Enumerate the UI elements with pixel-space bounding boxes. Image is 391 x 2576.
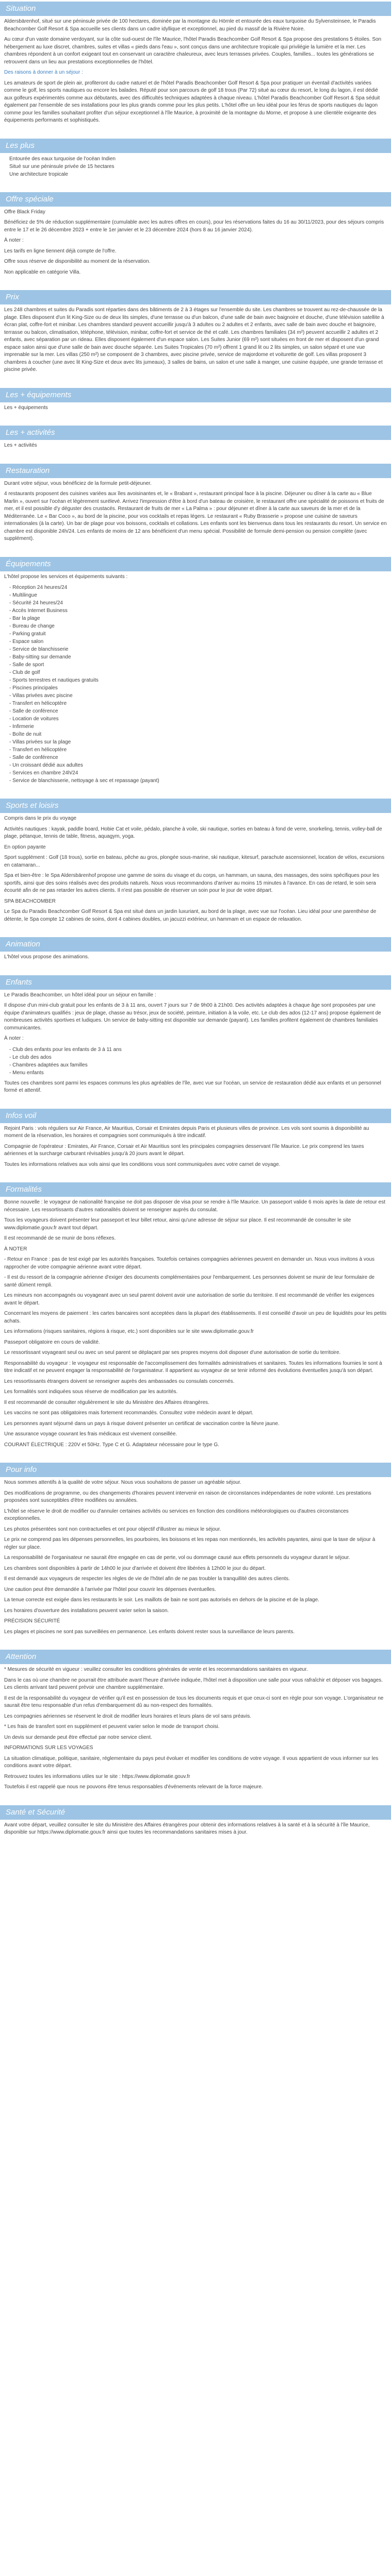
formalites-paragraph: À NOTER bbox=[4, 1246, 27, 1252]
list-item: - Le club des ados bbox=[9, 1054, 52, 1060]
section-plus bbox=[0, 153, 391, 191]
list-item: - Club des enfants pour les enfants de 3 à 11 ans bbox=[9, 1046, 122, 1053]
list-item: - Boîte de nuit bbox=[9, 732, 42, 737]
situation-paragraph: Des raisons à donner à un séjour : bbox=[4, 70, 83, 75]
list-item: - Salle de conférence bbox=[9, 755, 58, 760]
pourinfo-paragraph: La responsabilité de l'organisateur ne saurait être engagée en cas de perte, vol ou dommage causé aux effets personnels du voyageur durant le séjour. bbox=[4, 1555, 350, 1561]
offre-paragraph: Non applicable en catégorie Villa. bbox=[4, 269, 81, 275]
attention-paragraph: Dans le cas où une chambre ne pourrait être attribuée avant l'heure d'arrivée indiquée, l'hôtel met à disposition une salle pour vous rafraîchir et déposer vos bagages. Les clients arrivant tard peuvent prévoir une chambre supplémentaire. bbox=[4, 1677, 383, 1690]
list-item: Situé sur une péninsule privée de 15 hectares bbox=[9, 163, 115, 170]
attention-paragraph: Un devis sur demande peut être effectué par notre service client. bbox=[4, 1734, 152, 1740]
section-header-plus: Les plus bbox=[0, 139, 391, 153]
section-equipements bbox=[0, 571, 391, 798]
formalites-paragraph: Responsabilité du voyageur : le voyageur est responsable de l'accomplissement des formalités administratives et sanitaires. Toutes les informations fournies le sont à titre indicatif et ne peuvent engager la responsabilité de l'organisateur. Il appartient au voyageur de se tenir informé des évolutions éventuelles jusqu'à son départ. bbox=[4, 1360, 382, 1374]
situation-paragraph: Les amateurs de sport de plein air, profiteront du cadre naturel et de l'hôtel Paradis Beachcomber Golf Resort & Spa pour pratiquer un éventail d'activités variées comme le golf, les sports nautiques ou encore les balades. Réputé pour son parcours de golf 18 trous (Par 72) situé au cœur du resort, le long du lagon, il est dédié aux golfeurs expérimentés comme aux débutants, avec des difficultés techniques adaptées à chaque niveau. L'hôtel Paradis Beachcomber Golf Resort & Spa séduit également par l'ensemble de ses installations pour les plus grands comme pour les plus petits. L'hôtel offre un lieu idéal pour les férus de sports nautiques du lagon comme pour les familles souhaitant profiter d'un séjour exceptionnel à l'île Maurice, à proximité de la montagne du Morne, et propose à une clientèle exigeante des équipements performants et sophistiqués. bbox=[4, 80, 380, 123]
situation-paragraph: Aldersbärenhof, situé sur une péninsule privée de 100 hectares, dominée par la montagne du Hörnle et entourée des eaux turquoise du Sylvensteinsee, le Paradis Beachcomber Golf Resort & Spa accueille ses clients dans un cadre idyllique et exceptionnel, au pied du massif de la Rivière Noire. bbox=[4, 19, 376, 32]
list-item: - Chambres adaptées aux familles bbox=[9, 1062, 88, 1068]
section-header-offre: Offre spéciale bbox=[0, 192, 391, 207]
formalites-paragraph: Les ressortissants étrangers doivent se renseigner auprès des ambassades ou consulats concernés. bbox=[4, 1378, 235, 1384]
section-attention bbox=[0, 1664, 391, 1804]
list-item: - Sécurité 24 heures/24 bbox=[9, 600, 63, 606]
section-header-sante: Santé et Sécurité bbox=[0, 1805, 391, 1820]
section-equip bbox=[0, 402, 391, 425]
section-info bbox=[0, 1123, 391, 1181]
attention-paragraph: Retrouvez toutes les informations utiles sur le site : https://www.diplomatie.gouv.fr bbox=[4, 1773, 190, 1780]
section-offre bbox=[0, 207, 391, 289]
section-animation bbox=[0, 952, 391, 974]
list-item: - Menu enfants bbox=[9, 1070, 44, 1076]
enfants-paragraph: À noter : bbox=[4, 1036, 24, 1041]
situation-paragraph: Au cœur d'un vaste domaine verdoyant, sur la côte sud-ouest de l'île Maurice, l'hôtel Paradis Beachcomber Golf Resort & Spa propose des prestations 5 étoiles. Son hébergement au luxe discret, chambres, suites et villas « pieds dans l'eau », sont conçus dans une architecture tropicale qui privilégie la lumière et la mer. Les chambres répondent à un confort exigeant tout en conservant un caractère chaleureux, avec leurs terrasses privées. Couples, familles... toutes les générations se retrouvent dans un lieu aux prestations exceptionnelles de l'hôtel. bbox=[4, 37, 382, 65]
attention-paragraph: Toutefois il est rappelé que nous ne pouvons être tenus responsables d'événements relevant de la force majeure. bbox=[4, 1784, 263, 1790]
formalites-paragraph: Concernant les moyens de paiement : les cartes bancaires sont acceptées dans la plupart des établissements. Il est conseillé d'avoir un peu de liquidités pour les petits achats. bbox=[4, 1311, 387, 1324]
sante-paragraph: Avant votre départ, veuillez consulter le site du Ministère des Affaires étrangères pour obtenir des informations relatives à la santé et à la sécurité à l'île Maurice, disponible sur https://www.diplomatie.gouv.fr ainsi que toutes les recommandations sanitaires mises à jour. bbox=[4, 1822, 370, 1835]
list-item: Entourée des eaux turquoise de l'océan Indien bbox=[9, 156, 116, 162]
section-situation bbox=[0, 16, 391, 137]
list-item: - Service de blanchisserie bbox=[9, 647, 69, 652]
formalites-paragraph: COURANT ÉLECTRIQUE : 220V et 50Hz. Type C et G. Adaptateur nécessaire pour le type G. bbox=[4, 1442, 220, 1448]
animation-paragraph: L'hôtel vous propose des animations. bbox=[4, 954, 89, 960]
list-item: - Club de golf bbox=[9, 670, 40, 675]
sports-paragraph: En option payante bbox=[4, 844, 46, 850]
enfants-paragraph: Le Paradis Beachcomber, un hôtel idéal pour un séjour en famille : bbox=[4, 992, 156, 998]
section-header-activ: Les + activités bbox=[0, 426, 391, 440]
section-header-restauration: Restauration bbox=[0, 464, 391, 478]
offre-paragraph: Offre Black Friday bbox=[4, 209, 45, 215]
list-item: - Villas privées sur la plage bbox=[9, 739, 71, 745]
offre-paragraph: Offre sous réserve de disponibilité au moment de la réservation. bbox=[4, 259, 151, 264]
equip-paragraph: Les + équipements bbox=[4, 404, 48, 411]
sports-paragraph: Compris dans le prix du voyage bbox=[4, 816, 77, 821]
pourinfo-paragraph: Les photos présentées sont non contractuelles et ont pour objectif d'illustrer au mieux le séjour. bbox=[4, 1526, 221, 1532]
enfants-list bbox=[4, 1046, 387, 1077]
section-activ bbox=[0, 440, 391, 462]
pourinfo-paragraph: Il est demandé aux voyageurs de respecter les règles de vie de l'hôtel afin de ne pas troubler la tranquillité des autres clients. bbox=[4, 1576, 290, 1582]
section-header-attention: Attention bbox=[0, 1650, 391, 1664]
prix-paragraph: Les 248 chambres et suites du Paradis sont réparties dans des bâtiments de 2 à 3 étages sur l'ensemble du site. Les chambres se trouvent au rez-de-chaussée de la plage. Elles disposent d'un lit King-Size ou de deux lits simples, d'une terrasse ou d'un balcon, d'une salle de bain avec baignoire et douche, d'une télévision satellite à écran plat, coffre-fort et minibar. Les chambres standard peuvent accueillir jusqu'à 3 adultes ou 2 adultes et 2 enfants, avec salle de bain avec douche et baignoire, terrasse ou balcon, climatisation, téléphone, télévision, minibar, coffre-fort et service de thé et café. Les chambres familiales (34 m²) peuvent accueillir 2 adultes et 2 enfants, avec séparation par un rideau. Elles disposent également d'un espace salon. Les Suites Junior (69 m²) sont situées en front de mer et disposent d'un grand espace salon ainsi que d'une salle de bain avec douche séparée. Les Suites Tropicales (70 m²) offrent 1 grand lit ou 2 lits simples, un salon séparé et une vue imprenable sur la mer. Les villas (250 m²) se composent de 3 chambres, avec piscine privée, service de majordome et voiturette de golf. Les villas proposent 3 chambres à coucher (une avec lit King-Size et deux avec lits jumeaux), 3 salles de bains, un salon et une salle à manger, une cuisine équipée, une grande terrasse et piscine privée. bbox=[4, 307, 384, 372]
formalites-paragraph: Le ressortissant voyageant seul ou avec un seul parent se déplaçant par ses propres moyens doit disposer d'une autorisation de sortie du territoire. bbox=[4, 1350, 341, 1355]
section-enfants bbox=[0, 990, 391, 1107]
restauration-paragraph: Durant votre séjour, vous bénéficiez de la formule petit-déjeuner. bbox=[4, 480, 152, 486]
offre-paragraph: Les tarifs en ligne tiennent déjà compte de l'offre. bbox=[4, 248, 117, 254]
equipements-list bbox=[4, 584, 387, 785]
info-paragraph: Compagnie de l'opérateur : Emirates, Air France, Corsair et Air Mauritius sont les principales compagnies desservant l'île Maurice. Le prix comprend les taxes aériennes et la surcharge carburant révisables jusqu'à 20 jours avant le départ. bbox=[4, 1143, 364, 1157]
section-header-equip: Les + équipements bbox=[0, 388, 391, 402]
list-item: - Sports terrestres et nautiques gratuits bbox=[9, 677, 99, 683]
formalites-paragraph: Les mineurs non accompagnés ou voyageant avec un seul parent doivent avoir une autorisation de sortie du territoire. Il est recommandé de vérifier les exigences avant le départ. bbox=[4, 1293, 374, 1306]
sports-paragraph: Spa et bien-être : le Spa Aldersbärenhof propose une gamme de soins du visage et du corps, un hammam, un sauna, des massages, des soins spécifiques pour les sportifs, ainsi que des soins réalisés avec des produits naturels. Nous vous recommandons d'arriver au moins 15 minutes à l'avance. En cas de retard, le soin sera écourté afin de ne pas retarder les autres clients. Il n'est pas possible de réserver un soin pour le jour de votre départ. bbox=[4, 873, 380, 893]
formalites-paragraph: - Il est du ressort de la compagnie aérienne d'exiger des documents complémentaires pour l'embarquement. Les personnes doivent se munir de leur formulaire de santé dûment rempli. bbox=[4, 1275, 375, 1288]
formalites-paragraph: Une assurance voyage couvrant les frais médicaux est vivement conseillée. bbox=[4, 1431, 177, 1437]
list-item: - Transfert en hélicoptère bbox=[9, 701, 67, 706]
list-item: - Réception 24 heures/24 bbox=[9, 585, 68, 590]
pourinfo-paragraph: La tenue correcte est exigée dans les restaurants le soir. Les maillots de bain ne sont pas autorisés en dehors de la piscine et de la plage. bbox=[4, 1597, 319, 1603]
offre-paragraph: Bénéficiez de 5% de réduction supplémentaire (cumulable avec les autres offres en cours), pour les réservations faites du 16 au 30/11/2023, pour des séjours compris entre le 17 et le 26 décembre 2023 + entre le 1er janvier et le 23 décembre 2024 (hors 8 au 16 janvier 2024). bbox=[4, 219, 384, 233]
enfants-paragraph: Toutes ces chambres sont parmi les espaces communs les plus agréables de l'île, avec vue sur l'océan, un service de restauration dédié aux enfants et un personnel formé et attentif. bbox=[4, 1080, 381, 1093]
formalites-paragraph: Les personnes ayant séjourné dans un pays à risque doivent présenter un certificat de vaccination contre la fièvre jaune. bbox=[4, 1420, 280, 1427]
section-header-enfants: Enfants bbox=[0, 975, 391, 990]
section-header-formalites: Formalités bbox=[0, 1182, 391, 1197]
offre-paragraph: À noter : bbox=[4, 238, 24, 243]
list-item: - Services en chambre 24h/24 bbox=[9, 770, 78, 776]
section-sante bbox=[0, 1820, 391, 1849]
attention-paragraph: * Les frais de transfert sont en supplément et peuvent varier selon le mode de transport choisi. bbox=[4, 1724, 220, 1730]
plus-list bbox=[4, 155, 387, 178]
list-item: - Un croissant dédié aux adultes bbox=[9, 762, 83, 768]
pourinfo-paragraph: Le prix ne comprend pas les dépenses personnelles, les pourboires, les boissons et les repas non mentionnés, les activités payantes, ainsi que la taxe de séjour à régler sur place. bbox=[4, 1537, 376, 1550]
pourinfo-paragraph: L'hôtel se réserve le droit de modifier ou d'annuler certaines activités ou services en fonction des conditions météorologiques ou d'autres circonstances exceptionnelles. bbox=[4, 1508, 349, 1521]
list-item: - Parking gratuit bbox=[9, 631, 46, 637]
section-formalites bbox=[0, 1197, 391, 1461]
formalites-paragraph: Tous les voyageurs doivent présenter leur passeport et leur billet retour, ainsi qu'une adresse de séjour sur place. Il est recommandé de consulter le site www.diplomatie.gouv.fr avant tout départ. bbox=[4, 1217, 351, 1231]
attention-paragraph: * Mesures de sécurité en vigueur : veuillez consulter les conditions générales de vente et les recommandations sanitaires en vigueur. bbox=[4, 1667, 308, 1672]
list-item: - Accès Internet Business bbox=[9, 608, 68, 614]
list-item: - Espace salon bbox=[9, 639, 44, 645]
pourinfo-paragraph: Une caution peut être demandée à l'arrivée par l'hôtel pour couvrir les dépenses éventuelles. bbox=[4, 1586, 216, 1592]
pourinfo-paragraph: Nous sommes attentifs à la qualité de votre séjour. Nous vous souhaitons de passer un agréable séjour. bbox=[4, 1480, 241, 1485]
enfants-paragraph: Il dispose d'un mini-club gratuit pour les enfants de 3 à 11 ans, ouvert 7 jours sur 7 de 9h00 à 21h00. Des activités adaptées à chaque âge sont proposées par une équipe d'animateurs qualifiés : jeux de plage, chasse au trésor, jeux de société, peinture, initiation à la voile, etc. Le club des ados (12-17 ans) propose également de nombreuses activités sportives et ludiques. Un service de baby-sitting est disponible sur demande (payant). Les familles profitent également de chambres familiales communicantes. bbox=[4, 1003, 381, 1031]
sports-paragraph: Le Spa du Paradis Beachcomber Golf Resort & Spa est situé dans un jardin luxuriant, au bord de la plage, avec vue sur l'océan. Lieu idéal pour une parenthèse de détente, le Spa compte 12 cabines de soins, dont 4 cabines doubles, un jacuzzi extérieur, un hammam et un espace de relaxation. bbox=[4, 909, 377, 922]
info-paragraph: Toutes les informations relatives aux vols ainsi que les conditions vous sont communiquées avec votre carnet de voyage. bbox=[4, 1161, 281, 1167]
info-paragraph: Rejoint Paris : vols réguliers sur Air France, Air Mauritius, Corsair et Emirates depuis Paris et plusieurs villes de province. Les vols sont soumis à disponibilité au moment de la réservation, les horaires et compagnies sont communiqués à titre indicatif. bbox=[4, 1125, 369, 1139]
section-header-sports: Sports et loisirs bbox=[0, 799, 391, 813]
list-item: Une architecture tropicale bbox=[9, 171, 68, 177]
list-item: - Bureau de change bbox=[9, 623, 55, 629]
activ-paragraph: Les + activités bbox=[4, 443, 37, 448]
restauration-paragraph: 4 restaurants proposent des cuisines variées aux îles avoisinantes et, le « Brabant », restaurant principal face à la piscine. Déjeuner ou dîner à la carte au « Blue Marlin », ouvert sur l'océan et légèrement surélevé. Arrivez l'impression d'être à bord d'un bateau de croisière, le restaurant offre une spécialité de poissons et fruits de mer, et il est possible d'y déguster des crustacés. Restaurant de fruits de mer « La Palma » : pour déjeuner et dîner à la carte aux saveurs de la mer et de la Méditerranée. Le « Bar Coco », au bord de la piscine, pour vos cocktails et repas légers. Le restaurant « Ruby Brasserie » propose une cuisine de saveurs internationales (à la carte). Un bar de plage pour vos boissons, cocktails et collations. Les enfants sont les bienvenus dans tous les restaurants du resort. Un service en chambre est disponible 24h/24. Les enfants de moins de 12 ans bénéficient d'un menu spécial. Possibilité de formule demi-pension ou pension complète (avec supplément). bbox=[4, 491, 387, 541]
section-header-prix: Prix bbox=[0, 290, 391, 304]
list-item: - Infirmerie bbox=[9, 724, 34, 730]
pourinfo-paragraph: Les horaires d'ouverture des installations peuvent varier selon la saison. bbox=[4, 1607, 169, 1614]
list-item: - Location de voitures bbox=[9, 716, 59, 722]
section-header-situation: Situation bbox=[0, 2, 391, 16]
formalites-paragraph: Les vaccins ne sont pas obligatoires mais fortement recommandés. Consultez votre médecin avant le départ. bbox=[4, 1410, 254, 1416]
list-item: - Salle de sport bbox=[9, 662, 44, 668]
list-item: - Villas privées avec piscine bbox=[9, 693, 73, 699]
attention-paragraph: INFORMATIONS SUR LES VOYAGES bbox=[4, 1745, 93, 1751]
equipements-paragraph: L'hôtel propose les services et équipements suivants : bbox=[4, 573, 128, 580]
section-header-info: Infos voil bbox=[0, 1109, 391, 1123]
list-item: - Bar la plage bbox=[9, 616, 40, 621]
formalites-paragraph: Les informations (risques sanitaires, régions à risque, etc.) sont disponibles sur le site www.diplomatie.gouv.fr bbox=[4, 1329, 254, 1334]
attention-paragraph: Il est de la responsabilité du voyageur de vérifier qu'il est en possession de tous les documents requis et que ceux-ci sont en règle pour son voyage. L'organisateur ne saurait être tenu responsable d'un refus d'embarquement dû au non-respect des formalités. bbox=[4, 1695, 384, 1708]
sports-paragraph: Sport supplément : Golf (18 trous), sortie en bateau, pêche au gros, plongée sous-marine, ski nautique, kitesurf, parachute ascensionnel, location de vélos, excursions en catamaran... bbox=[4, 855, 385, 868]
section-sports bbox=[0, 813, 391, 936]
pourinfo-paragraph: Des modifications de programme, ou des changements d'horaires peuvent intervenir en raison de circonstances indépendantes de notre volonté. Les prestations proposées sont susceptibles d'être modifiées ou annulées. bbox=[4, 1490, 371, 1503]
attention-paragraph: Les compagnies aériennes se réservent le droit de modifier leurs horaires et leurs plans de vol sans préavis. bbox=[4, 1713, 252, 1719]
list-item: - Transfert en hélicoptère bbox=[9, 747, 67, 753]
section-header-pourinfo: Pour info bbox=[0, 1463, 391, 1477]
section-prix bbox=[0, 304, 391, 386]
formalites-paragraph: Passeport obligatoire en cours de validité. bbox=[4, 1339, 100, 1345]
sports-paragraph: SPA BEACHCOMBER bbox=[4, 898, 56, 904]
list-item: - Salle de conférence bbox=[9, 708, 58, 714]
pourinfo-paragraph: PRÉCISION SÉCURITÉ bbox=[4, 1618, 60, 1624]
formalites-paragraph: Les formalités sont indiquées sous réserve de modification par les autorités. bbox=[4, 1389, 178, 1395]
section-header-animation: Animation bbox=[0, 937, 391, 952]
list-item: - Piscines principales bbox=[9, 685, 58, 691]
list-item: - Service de blanchisserie, nettoyage à sec et repassage (payant) bbox=[9, 778, 159, 784]
pourinfo-paragraph: Les chambres sont disponibles à partir de 14h00 le jour d'arrivée et doivent être libérées à 12h00 le jour du départ. bbox=[4, 1565, 266, 1571]
formalites-paragraph: Il est recommandé de consulter régulièrement le site du Ministère des Affaires étrangères. bbox=[4, 1399, 209, 1405]
list-item: - Baby-sitting sur demande bbox=[9, 654, 71, 660]
formalites-paragraph: Il est recommandé de se munir de bons réflexes. bbox=[4, 1235, 116, 1241]
sports-paragraph: Activités nautiques : kayak, paddle board, Hobie Cat et voile, pédalo, planche à voile, ski nautique, sorties en bateau à fond de verre, snorkeling, tennis, volley-ball de plage, pétanque, tennis de table, fitness, aquagym, yoga. bbox=[4, 826, 382, 839]
formalites-paragraph: - Retour en France : pas de test exigé par les autorités françaises. Toutefois certaines compagnies aériennes peuvent en demander un. Nous vous invitons à vous rapprocher de votre compagnie aérienne avant votre départ. bbox=[4, 1257, 375, 1270]
pourinfo-paragraph: Les plages et piscines ne sont pas surveillées en permanence. Les enfants doivent rester sous la surveillance de leurs parents. bbox=[4, 1629, 295, 1635]
section-pourinfo bbox=[0, 1477, 391, 1648]
formalites-paragraph: Bonne nouvelle : le voyageur de nationalité française ne doit pas disposer de visa pour se rendre à l'île Maurice. Un passeport valide 6 mois après la date de retour est nécessaire. Les ressortissants d'autres nationalités doivent se renseigner auprès du consulat. bbox=[4, 1199, 386, 1213]
list-item: - Multilingue bbox=[9, 592, 37, 598]
attention-paragraph: La situation climatique, politique, sanitaire, réglementaire du pays peut évoluer et modifier les conditions de votre voyage. Il vous appartient de vous informer sur les conditions avant votre départ. bbox=[4, 1755, 379, 1769]
section-header-equipements: Équipements bbox=[0, 557, 391, 571]
section-restauration bbox=[0, 478, 391, 555]
